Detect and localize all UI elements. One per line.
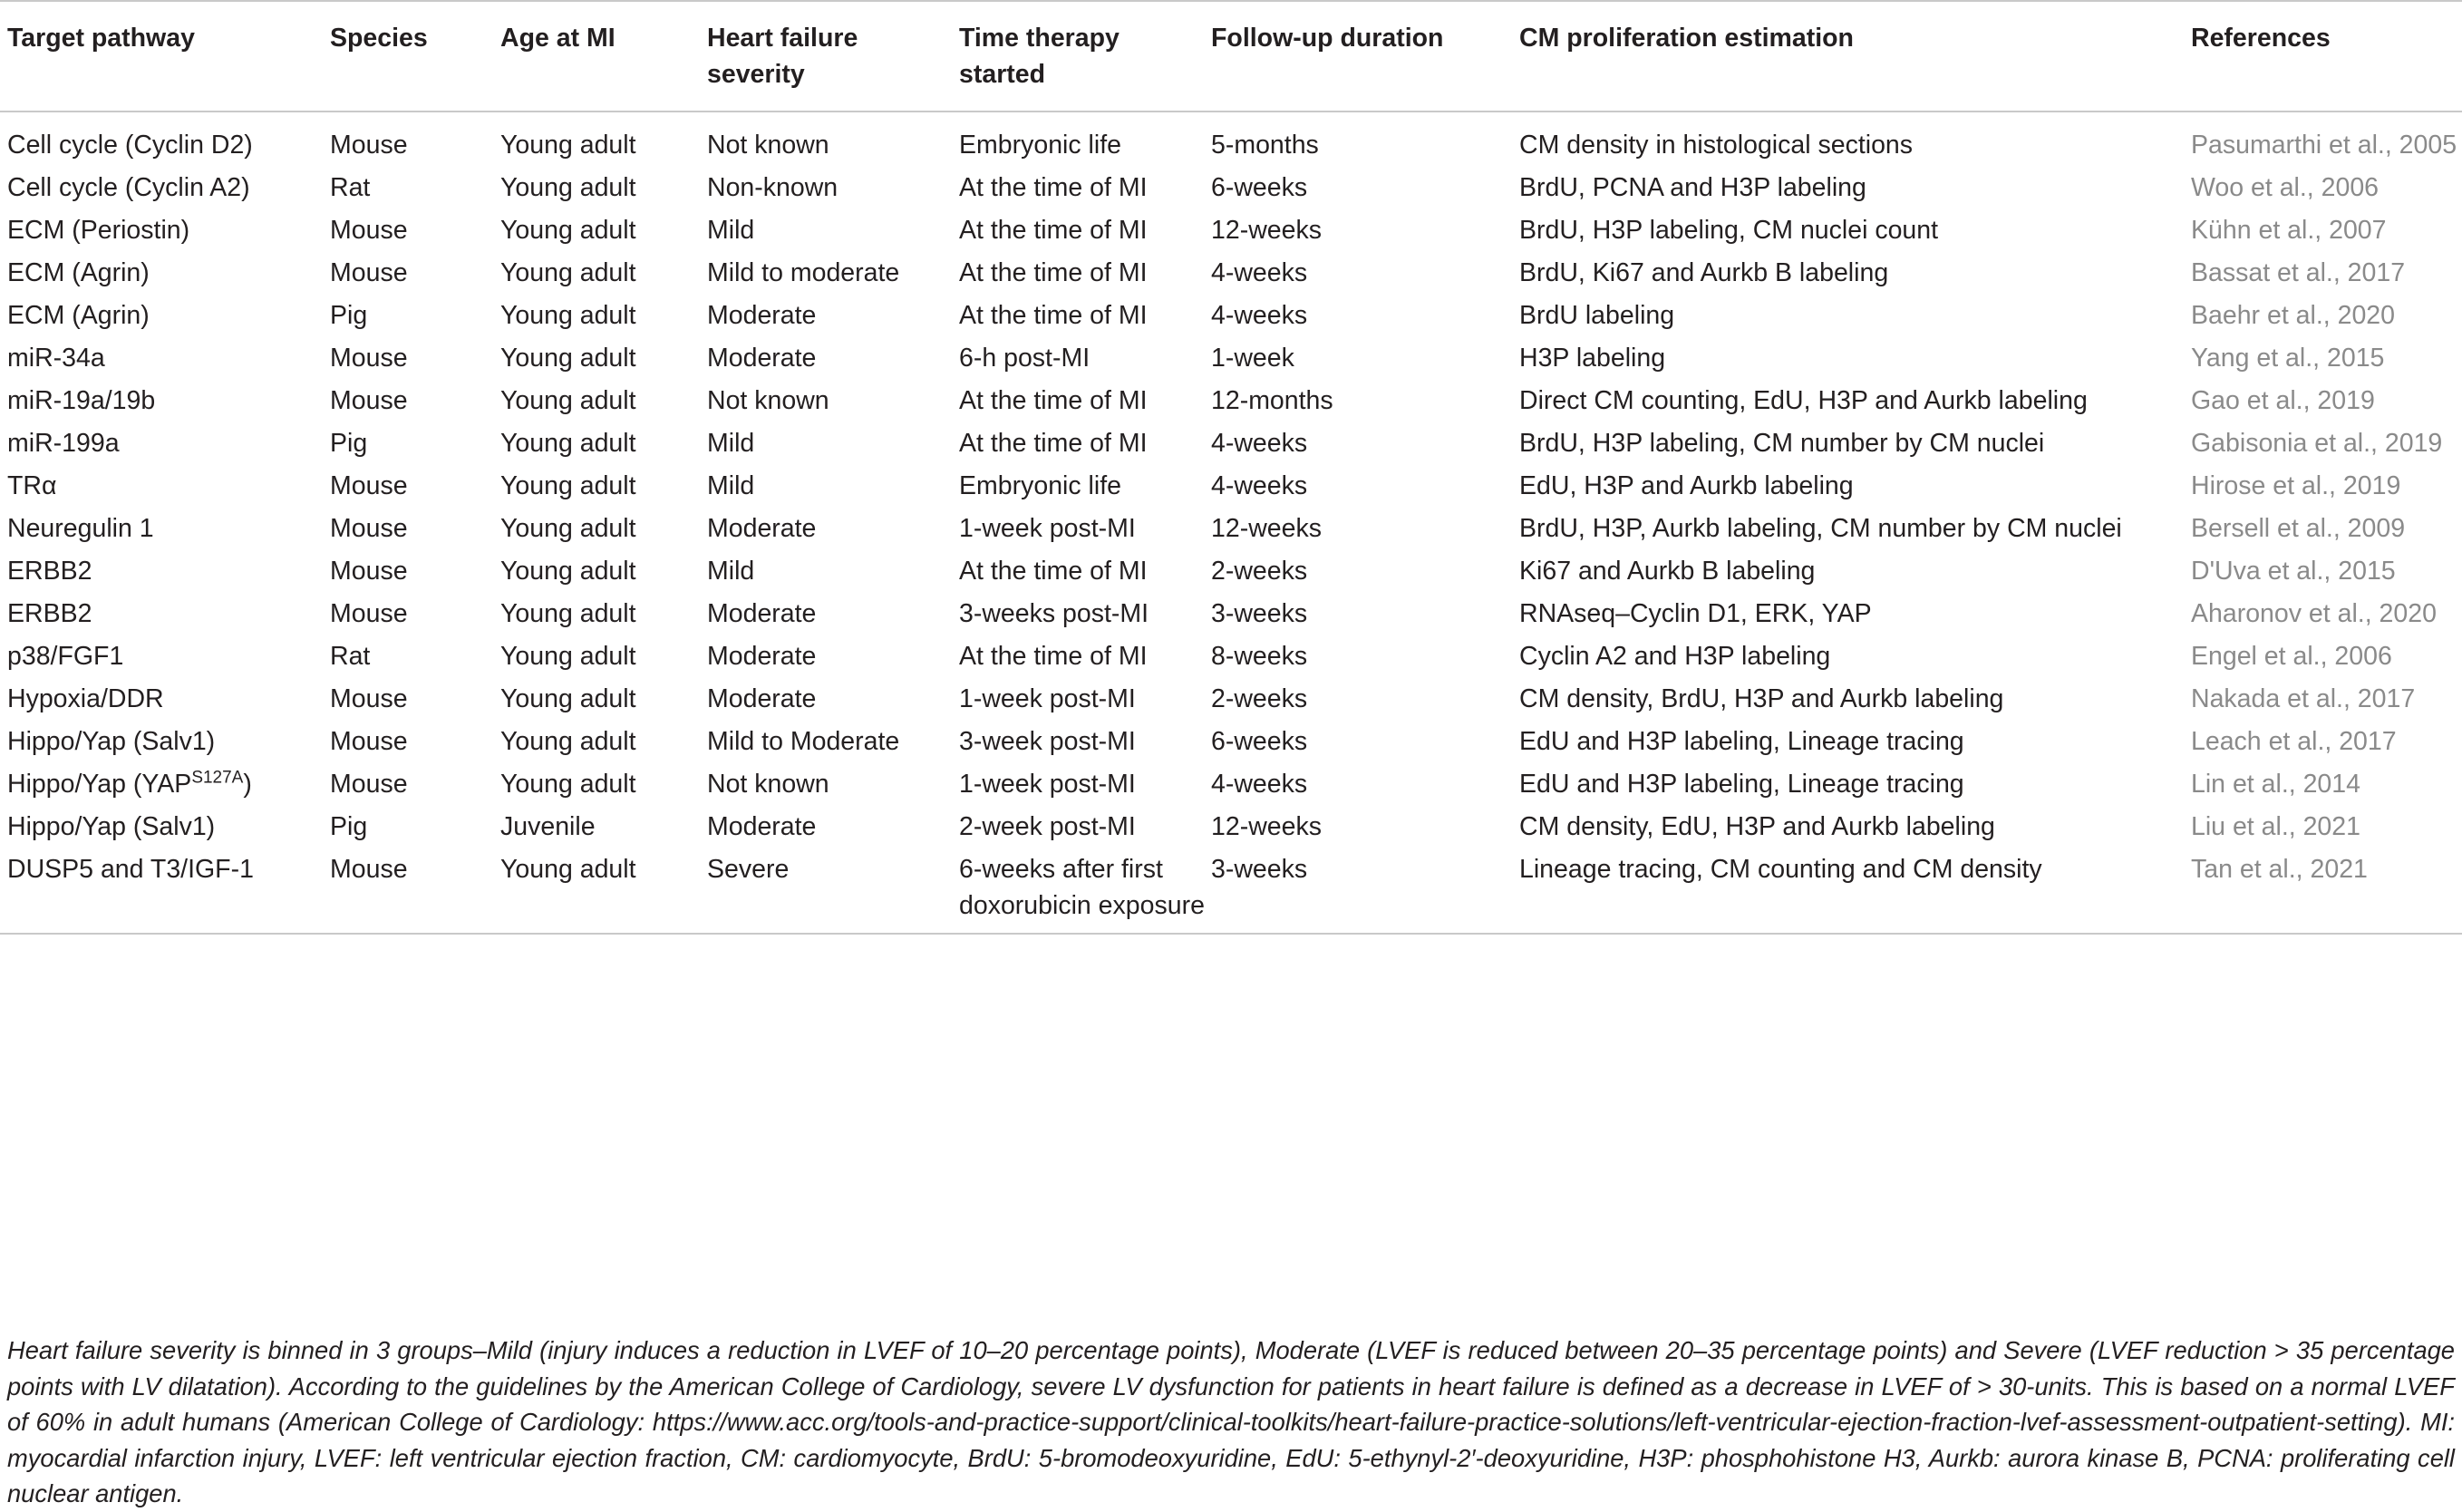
cell-follow-up-duration: 6-weeks	[1211, 727, 1308, 756]
cell-heart-failure-severity: Mild	[707, 429, 755, 458]
cell-species: Mouse	[330, 727, 408, 756]
cell-reference: Bassat et al., 2017	[2191, 258, 2406, 287]
cell-reference: Yang et al., 2015	[2191, 344, 2385, 373]
cell-time-therapy-started: At the time of MI	[959, 173, 1148, 202]
cell-age-at-mi: Young adult	[500, 301, 636, 330]
cell-time-therapy-started: 3-weeks post-MI	[959, 599, 1149, 628]
table-row	[0, 638, 2462, 681]
cell-time-therapy-started: 3-week post-MI	[959, 727, 1136, 756]
cell-species: Mouse	[330, 131, 408, 160]
cell-age-at-mi: Young adult	[500, 471, 636, 500]
cell-target-pathway: ECM (Periostin)	[7, 216, 190, 245]
cell-target-pathway: Hippo/Yap (Salv1)	[7, 727, 216, 756]
cell-follow-up-duration: 12-months	[1211, 386, 1333, 415]
cell-heart-failure-severity: Mild	[707, 471, 755, 500]
cell-species: Mouse	[330, 216, 408, 245]
table-row	[0, 723, 2462, 766]
cell-follow-up-duration: 2-weeks	[1211, 557, 1308, 586]
cell-time-therapy-started: 1-week post-MI	[959, 684, 1136, 713]
column-header-species: Species	[330, 24, 428, 53]
cell-heart-failure-severity: Moderate	[707, 514, 817, 543]
cell-time-therapy-started: At the time of MI	[959, 216, 1148, 245]
cell-species: Mouse	[330, 557, 408, 586]
cell-species: Rat	[330, 173, 371, 202]
cell-follow-up-duration: 4-weeks	[1211, 301, 1308, 330]
cell-follow-up-duration: 8-weeks	[1211, 642, 1308, 671]
table-row	[0, 170, 2462, 212]
cell-reference: Kühn et al., 2007	[2191, 216, 2387, 245]
cell-heart-failure-severity: Non-known	[707, 173, 838, 202]
cell-reference: Hirose et al., 2019	[2191, 471, 2401, 500]
cell-species: Pig	[330, 301, 368, 330]
cell-reference: Woo et al., 2006	[2191, 173, 2380, 202]
cell-age-at-mi: Young adult	[500, 727, 636, 756]
cell-cm-proliferation-estimation: RNAseq–Cyclin D1, ERK, YAP	[1519, 599, 1872, 628]
cell-heart-failure-severity: Mild	[707, 216, 755, 245]
table-row	[0, 340, 2462, 383]
cell-heart-failure-severity: Severe	[707, 855, 790, 884]
cell-time-therapy-started: 1-week post-MI	[959, 514, 1136, 543]
cell-time-therapy-started: At the time of MI	[959, 301, 1148, 330]
cell-time-therapy-started: 2-week post-MI	[959, 812, 1136, 841]
cell-reference: Aharonov et al., 2020	[2191, 599, 2437, 628]
cell-follow-up-duration: 5-months	[1211, 131, 1319, 160]
cell-heart-failure-severity: Moderate	[707, 599, 817, 628]
cell-heart-failure-severity: Mild to moderate	[707, 258, 900, 287]
cell-age-at-mi: Young adult	[500, 216, 636, 245]
cell-age-at-mi: Young adult	[500, 684, 636, 713]
cell-text: Hippo/Yap (YAP	[7, 770, 192, 799]
cell-follow-up-duration: 4-weeks	[1211, 429, 1308, 458]
cell-target-pathway: miR-199a	[7, 429, 120, 458]
table-row	[0, 681, 2462, 723]
cell-target-pathway: Cell cycle (Cyclin D2)	[7, 131, 253, 160]
cell-age-at-mi: Young adult	[500, 386, 636, 415]
cell-heart-failure-severity: Moderate	[707, 344, 817, 373]
cell-heart-failure-severity: Moderate	[707, 812, 817, 841]
cell-reference: Liu et al., 2021	[2191, 812, 2360, 841]
cell-species: Mouse	[330, 258, 408, 287]
cell-cm-proliferation-estimation: BrdU, H3P labeling, CM nuclei count	[1519, 216, 1939, 245]
cell-follow-up-duration: 6-weeks	[1211, 173, 1308, 202]
cell-time-therapy-started: At the time of MI	[959, 386, 1148, 415]
cell-species: Pig	[330, 429, 368, 458]
cell-cm-proliferation-estimation: Cyclin A2 and H3P labeling	[1519, 642, 1831, 671]
cell-species: Mouse	[330, 855, 408, 884]
cell-cm-proliferation-estimation: CM density, EdU, H3P and Aurkb labeling	[1519, 812, 1995, 841]
column-header-heart-failure-severity: Heart failure severity	[707, 24, 858, 89]
cell-cm-proliferation-estimation: EdU and H3P labeling, Lineage tracing	[1519, 770, 1964, 799]
table-row	[0, 809, 2462, 851]
cell-age-at-mi: Young adult	[500, 855, 636, 884]
cell-reference: D'Uva et al., 2015	[2191, 557, 2396, 586]
cell-age-at-mi: Young adult	[500, 429, 636, 458]
cell-heart-failure-severity: Moderate	[707, 642, 817, 671]
cell-cm-proliferation-estimation: BrdU labeling	[1519, 301, 1675, 330]
cell-cm-proliferation-estimation: EdU and H3P labeling, Lineage tracing	[1519, 727, 1964, 756]
cell-age-at-mi: Young adult	[500, 599, 636, 628]
cell-species: Mouse	[330, 599, 408, 628]
cell-time-therapy-started: At the time of MI	[959, 429, 1148, 458]
cell-age-at-mi: Young adult	[500, 557, 636, 586]
superscript: S127A	[191, 768, 244, 788]
cell-heart-failure-severity: Moderate	[707, 301, 817, 330]
cell-reference: Leach et al., 2017	[2191, 727, 2397, 756]
cell-species: Mouse	[330, 684, 408, 713]
cell-target-pathway: TRα	[7, 471, 57, 500]
cell-age-at-mi: Young adult	[500, 344, 636, 373]
cell-species: Mouse	[330, 344, 408, 373]
cell-target-pathway: Hypoxia/DDR	[7, 684, 164, 713]
cell-age-at-mi: Juvenile	[500, 812, 596, 841]
closing-paren: )	[243, 770, 252, 799]
column-header-references: References	[2191, 24, 2331, 53]
cell-age-at-mi: Young adult	[500, 770, 636, 799]
cell-heart-failure-severity: Not known	[707, 131, 829, 160]
cell-follow-up-duration: 3-weeks	[1211, 855, 1308, 884]
cell-target-pathway: ECM (Agrin)	[7, 301, 150, 330]
cell-cm-proliferation-estimation: BrdU, PCNA and H3P labeling	[1519, 173, 1866, 202]
cell-time-therapy-started: 6-h post-MI	[959, 344, 1090, 373]
cell-heart-failure-severity: Mild	[707, 557, 755, 586]
cell-age-at-mi: Young adult	[500, 173, 636, 202]
cell-cm-proliferation-estimation: BrdU, Ki67 and Aurkb B labeling	[1519, 258, 1889, 287]
column-header-follow-up-duration: Follow-up duration	[1211, 24, 1444, 53]
cell-reference: Engel et al., 2006	[2191, 642, 2392, 671]
cell-species: Rat	[330, 642, 371, 671]
cell-reference: Lin et al., 2014	[2191, 770, 2360, 799]
cell-reference: Gao et al., 2019	[2191, 386, 2375, 415]
cell-target-pathway: ERBB2	[7, 599, 92, 628]
cell-cm-proliferation-estimation: BrdU, H3P labeling, CM number by CM nuclei	[1519, 429, 2045, 458]
cell-cm-proliferation-estimation: Ki67 and Aurkb B labeling	[1519, 557, 1816, 586]
table-row	[0, 111, 2462, 170]
cell-target-pathway: Neuregulin 1	[7, 514, 154, 543]
table-body	[0, 111, 2462, 934]
cell-cm-proliferation-estimation: CM density, BrdU, H3P and Aurkb labeling	[1519, 684, 2004, 713]
cell-time-therapy-started: At the time of MI	[959, 258, 1148, 287]
cell-cm-proliferation-estimation: H3P labeling	[1519, 344, 1666, 373]
cell-follow-up-duration: 12-weeks	[1211, 216, 1322, 245]
cell-heart-failure-severity: Not known	[707, 770, 829, 799]
cell-cm-proliferation-estimation: CM density in histological sections	[1519, 131, 1914, 160]
cell-species: Mouse	[330, 471, 408, 500]
cell-age-at-mi: Young adult	[500, 131, 636, 160]
cell-reference: Baehr et al., 2020	[2191, 301, 2395, 330]
cell-follow-up-duration: 12-weeks	[1211, 514, 1322, 543]
table-header	[0, 1, 2462, 111]
cell-cm-proliferation-estimation: EdU, H3P and Aurkb labeling	[1519, 471, 1854, 500]
cell-time-therapy-started: 6-weeks after first doxorubicin exposure	[959, 855, 1205, 920]
cell-reference: Pasumarthi et al., 2005	[2191, 131, 2457, 160]
cell-time-therapy-started: Embryonic life	[959, 471, 1121, 500]
cell-species: Mouse	[330, 770, 408, 799]
cell-species: Pig	[330, 812, 368, 841]
cell-heart-failure-severity: Moderate	[707, 684, 817, 713]
cell-species: Mouse	[330, 514, 408, 543]
cell-target-pathway: miR-34a	[7, 344, 105, 373]
cell-time-therapy-started: Embryonic life	[959, 131, 1121, 160]
cell-target-pathway: ECM (Agrin)	[7, 258, 150, 287]
cell-reference: Bersell et al., 2009	[2191, 514, 2406, 543]
table-row	[0, 766, 2462, 809]
column-header-target-pathway: Target pathway	[7, 24, 195, 53]
cell-heart-failure-severity: Mild to Moderate	[707, 727, 900, 756]
cell-follow-up-duration: 4-weeks	[1211, 770, 1308, 799]
cell-follow-up-duration: 1-week	[1211, 344, 1294, 373]
cell-cm-proliferation-estimation: Direct CM counting, EdU, H3P and Aurkb labeling	[1519, 386, 2088, 415]
table-row	[0, 851, 2462, 934]
cell-follow-up-duration: 12-weeks	[1211, 812, 1322, 841]
cell-time-therapy-started: At the time of MI	[959, 557, 1148, 586]
table-row	[0, 553, 2462, 596]
table-row	[0, 297, 2462, 340]
cell-time-therapy-started: At the time of MI	[959, 642, 1148, 671]
table-row	[0, 383, 2462, 425]
cell-follow-up-duration: 2-weeks	[1211, 684, 1308, 713]
cell-target-pathway	[0, 766, 330, 809]
column-header-time-therapy-started: Time therapy started	[959, 24, 1120, 89]
cell-reference: Tan et al., 2021	[2191, 855, 2368, 884]
cell-follow-up-duration: 3-weeks	[1211, 599, 1308, 628]
cell-cm-proliferation-estimation: Lineage tracing, CM counting and CM density	[1519, 855, 2042, 884]
cell-target-pathway: p38/FGF1	[7, 642, 124, 671]
table-row	[0, 468, 2462, 510]
column-header-age-at-mi: Age at MI	[500, 24, 616, 53]
cell-target-pathway: ERBB2	[7, 557, 92, 586]
table-row	[0, 212, 2462, 255]
table-footnote: Heart failure severity is binned in 3 groups–Mild (injury induces a reduction in LVEF of 10–20 percentage points), Moderate (LVEF is reduced between 20–35 percentage points) and Severe (LVEF reduction > 35 percentage points with LV dilatation). According to the guidelines by the American College of Cardiology, severe LV dysfunction for patients in heart failure is defined as a decrease in LVEF of > 30-units. This is based on a normal LVEF of 60% in adult humans (American College of Cardiology: https://www.acc.org/tools-and-practice-support/clinical-toolkits/heart-failure-practice-solutions/left-ventricular-ejection-fraction-lvef-assessment-outpatient-setting). MI: myocardial infarction injury, LVEF: left ventricular ejection fraction, CM: cardiomyocyte, BrdU: 5-bromodeoxyuridine, EdU: 5-ethynyl-2′-deoxyuridine, H3P: phosphohistone H3, Aurkb: aurora kinase B, PCNA: proliferating cell nuclear antigen.	[7, 1336, 2455, 1507]
cell-target-pathway: miR-19a/19b	[7, 386, 156, 415]
cell-reference: Nakada et al., 2017	[2191, 684, 2416, 713]
cell-target-pathway: Cell cycle (Cyclin A2)	[7, 173, 250, 202]
cell-follow-up-duration: 4-weeks	[1211, 258, 1308, 287]
column-header-cm-proliferation-estimation: CM proliferation estimation	[1519, 24, 1854, 53]
cell-target-pathway: DUSP5 and T3/IGF-1	[7, 855, 254, 884]
cell-cm-proliferation-estimation: BrdU, H3P, Aurkb labeling, CM number by CM nuclei	[1519, 514, 2122, 543]
cell-follow-up-duration: 4-weeks	[1211, 471, 1308, 500]
table-row	[0, 425, 2462, 468]
cell-age-at-mi: Young adult	[500, 514, 636, 543]
cell-reference: Gabisonia et al., 2019	[2191, 429, 2443, 458]
header-row	[0, 1, 2462, 111]
cell-time-therapy-started: 1-week post-MI	[959, 770, 1136, 799]
cell-species: Mouse	[330, 386, 408, 415]
cell-age-at-mi: Young adult	[500, 642, 636, 671]
cell-target-pathway: Hippo/Yap (Salv1)	[7, 812, 216, 841]
cell-age-at-mi: Young adult	[500, 258, 636, 287]
cell-heart-failure-severity: Not known	[707, 386, 829, 415]
table-row	[0, 255, 2462, 297]
table-row	[0, 596, 2462, 638]
table-row	[0, 510, 2462, 553]
